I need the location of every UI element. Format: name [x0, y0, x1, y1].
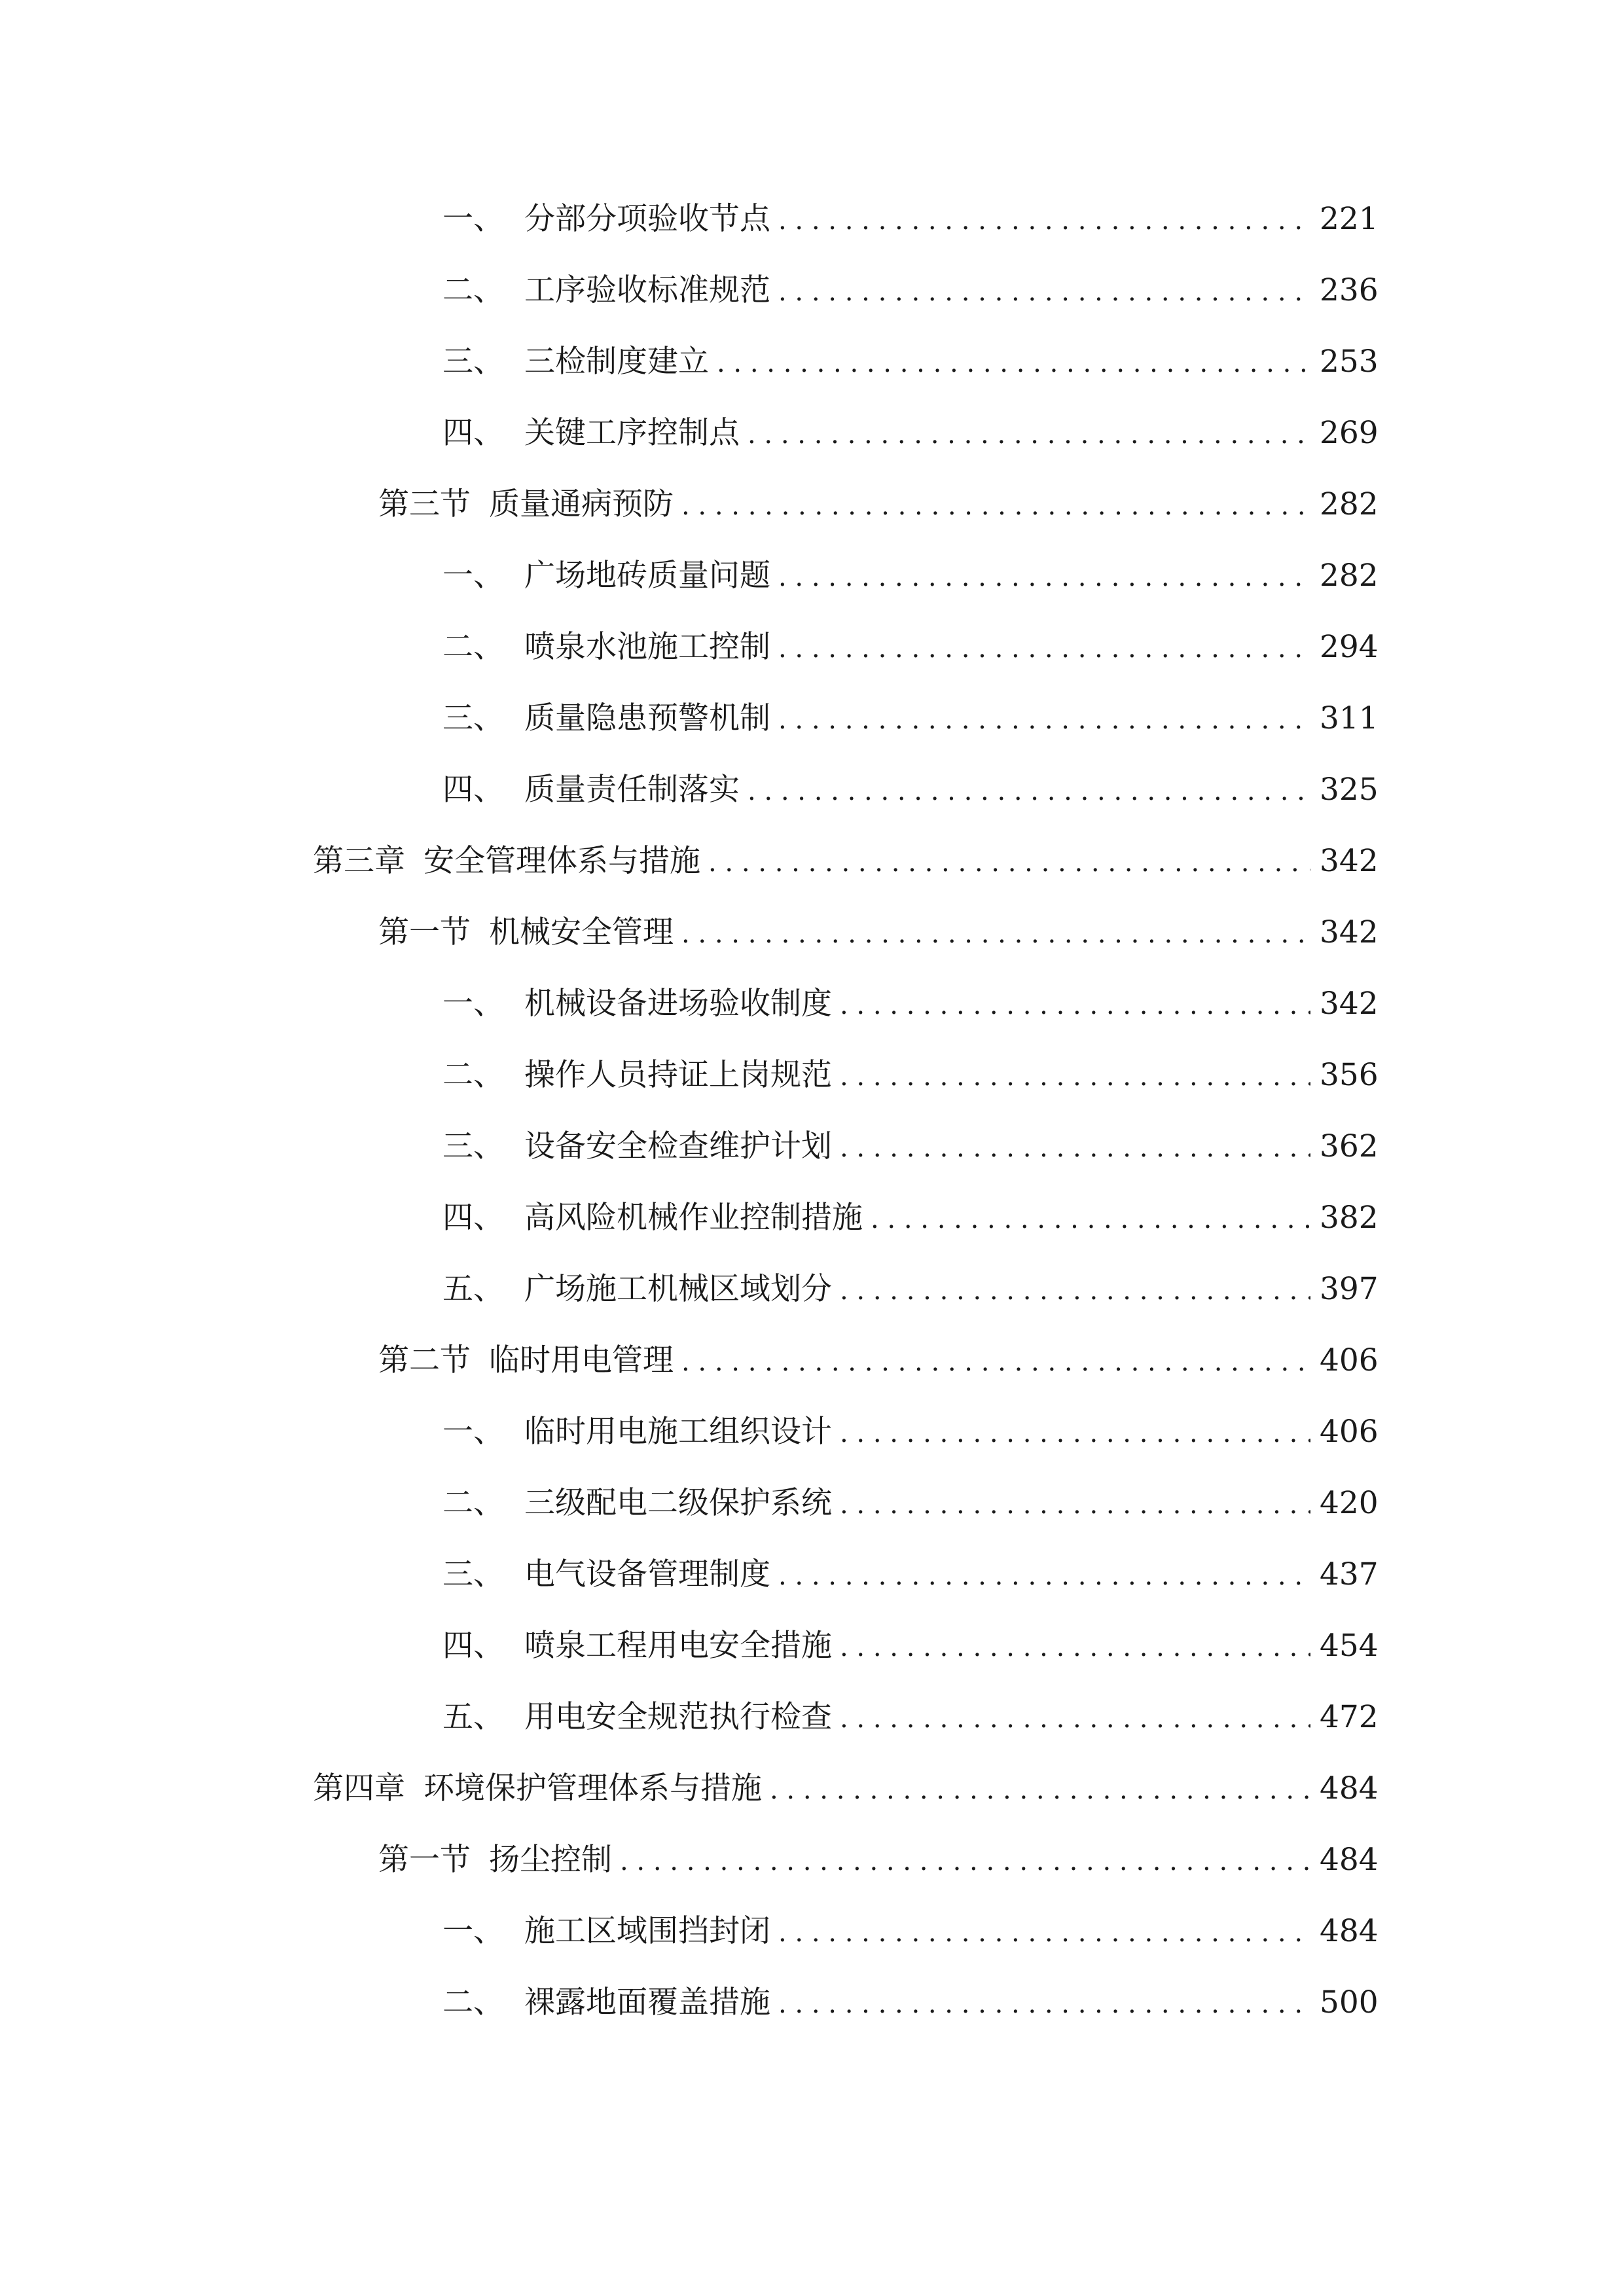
toc-entry-title: 设备安全检查维护计划 [524, 1128, 832, 1164]
toc-entry-page: 342 [1320, 843, 1379, 879]
toc-entry[interactable] [313, 835, 1379, 888]
toc-entry-number: 四、 [442, 772, 504, 808]
toc-entry-title: 施工区域围挡封闭 [524, 1913, 770, 1949]
toc-entry-number: 一、 [442, 201, 504, 237]
toc-entry-title: 电气设备管理制度 [524, 1556, 770, 1592]
toc-entry-title: 三检制度建立 [524, 344, 709, 380]
dot-leader [840, 1263, 1310, 1316]
toc-entry[interactable] [442, 1977, 1379, 2029]
toc-entry-number: 二、 [442, 1984, 504, 2020]
toc-entry-title: 临时用电施工组织设计 [524, 1414, 832, 1450]
toc-entry[interactable] [442, 621, 1379, 673]
toc-entry[interactable] [442, 1691, 1379, 1744]
toc-entry-number: 五、 [442, 1699, 504, 1735]
toc-entry-page: 406 [1320, 1414, 1379, 1450]
dot-leader [840, 1477, 1310, 1530]
dot-leader [778, 1905, 1310, 1958]
dot-leader [778, 1977, 1310, 2029]
toc-entry-number: 第二节 [378, 1342, 471, 1378]
toc-entry-number: 四、 [442, 1200, 504, 1236]
toc-entry[interactable] [442, 1049, 1379, 1102]
toc-entry[interactable] [442, 407, 1379, 459]
toc-entry[interactable] [442, 1406, 1379, 1458]
toc-entry-page: 294 [1320, 629, 1379, 665]
toc-entry-title: 用电安全规范执行检查 [524, 1699, 832, 1735]
toc-entry-number: 二、 [442, 1057, 504, 1093]
toc-entry-title: 操作人员持证上岗规范 [524, 1057, 832, 1093]
toc-entry[interactable] [442, 978, 1379, 1030]
toc-entry-page: 420 [1320, 1485, 1379, 1521]
toc-entry-title: 广场地砖质量问题 [524, 558, 770, 594]
toc-entry-page: 269 [1320, 415, 1379, 451]
toc-entry-page: 356 [1320, 1057, 1379, 1093]
dot-leader [681, 478, 1310, 531]
toc-entry[interactable] [442, 193, 1379, 245]
toc-entry[interactable] [442, 264, 1379, 317]
dot-leader [681, 1335, 1310, 1387]
toc-entry-page: 236 [1320, 272, 1379, 308]
dot-leader [778, 550, 1310, 602]
toc-entry-page: 382 [1320, 1200, 1379, 1236]
toc-entry-number: 第四章 [313, 1770, 405, 1806]
toc-entry-title: 质量隐患预警机制 [524, 700, 770, 736]
toc-entry-title: 分部分项验收节点 [524, 201, 770, 237]
toc-entry-title: 机械安全管理 [489, 914, 674, 950]
dot-leader [778, 692, 1310, 745]
toc-entry-title: 关键工序控制点 [524, 415, 740, 451]
dot-leader [840, 1121, 1310, 1173]
toc-entry-page: 484 [1320, 1770, 1379, 1806]
toc-entry[interactable] [442, 1263, 1379, 1316]
toc-entry-page: 282 [1320, 486, 1379, 522]
toc-entry-page: 484 [1320, 1842, 1379, 1878]
toc-entry[interactable] [378, 1335, 1379, 1387]
toc-entry[interactable] [442, 1121, 1379, 1173]
toc-entry[interactable] [442, 1620, 1379, 1672]
dot-leader [778, 264, 1310, 317]
toc-entry-number: 一、 [442, 1414, 504, 1450]
toc-entry-title: 裸露地面覆盖措施 [524, 1984, 770, 2020]
toc-entry-page: 406 [1320, 1342, 1379, 1378]
toc-entry-number: 第一节 [378, 1842, 471, 1878]
dot-leader [840, 1691, 1310, 1744]
toc-entry-page: 342 [1320, 986, 1379, 1022]
dot-leader [620, 1834, 1310, 1886]
toc-entry-title: 喷泉水池施工控制 [524, 629, 770, 665]
toc-entry-title: 三级配电二级保护系统 [524, 1485, 832, 1521]
dot-leader [778, 193, 1310, 245]
toc-entry-number: 三、 [442, 1556, 504, 1592]
toc-entry-page: 454 [1320, 1628, 1379, 1664]
dot-leader [748, 407, 1310, 459]
dot-leader [717, 336, 1310, 388]
toc-entry-title: 扬尘控制 [489, 1842, 612, 1878]
toc-entry[interactable] [378, 1834, 1379, 1886]
dot-leader [748, 764, 1310, 816]
toc-entry-number: 三、 [442, 700, 504, 736]
toc-entry-number: 四、 [442, 1628, 504, 1664]
dot-leader [840, 1620, 1310, 1672]
toc-entry-page: 311 [1320, 700, 1379, 736]
toc-entry-number: 二、 [442, 272, 504, 308]
toc-entry-page: 342 [1320, 914, 1379, 950]
toc-entry-title: 高风险机械作业控制措施 [524, 1200, 863, 1236]
toc-entry-number: 第一节 [378, 914, 471, 950]
toc-entry-number: 第三节 [378, 486, 471, 522]
toc-entry-number: 五、 [442, 1271, 504, 1307]
toc-entry[interactable] [442, 550, 1379, 602]
toc-entry[interactable] [442, 1192, 1379, 1244]
toc-entry-page: 221 [1320, 201, 1379, 237]
dot-leader [840, 978, 1310, 1030]
dot-leader [840, 1049, 1310, 1102]
toc-entry-page: 500 [1320, 1984, 1379, 2020]
toc-entry-title: 工序验收标准规范 [524, 272, 770, 308]
dot-leader [770, 1763, 1310, 1815]
toc-entry[interactable] [378, 478, 1379, 531]
toc-entry-number: 二、 [442, 1485, 504, 1521]
toc-entry-title: 安全管理体系与措施 [424, 843, 700, 879]
toc-entry-title: 喷泉工程用电安全措施 [524, 1628, 832, 1664]
toc-entry[interactable] [442, 1477, 1379, 1530]
dot-leader [840, 1406, 1310, 1458]
toc-entry-page: 362 [1320, 1128, 1379, 1164]
dot-leader [778, 1549, 1310, 1601]
toc-entry-page: 253 [1320, 344, 1379, 380]
toc-entry-title: 机械设备进场验收制度 [524, 986, 832, 1022]
toc-entry[interactable] [442, 1905, 1379, 1958]
dot-leader [681, 906, 1310, 959]
toc-entry-page: 484 [1320, 1913, 1379, 1949]
toc-entry-number: 四、 [442, 415, 504, 451]
dot-leader [778, 621, 1310, 673]
dot-leader [871, 1192, 1310, 1244]
toc-entry[interactable] [313, 1763, 1379, 1815]
toc-entry-title: 质量责任制落实 [524, 772, 740, 808]
toc-entry-number: 三、 [442, 1128, 504, 1164]
toc-entry[interactable] [442, 336, 1379, 388]
toc-entry-number: 一、 [442, 986, 504, 1022]
toc-entry[interactable] [442, 1549, 1379, 1601]
toc-entry-page: 472 [1320, 1699, 1379, 1735]
toc-entry-title: 环境保护管理体系与措施 [424, 1770, 762, 1806]
toc-entry-page: 397 [1320, 1271, 1379, 1307]
toc-entry-title: 临时用电管理 [489, 1342, 674, 1378]
toc-entry-title: 质量通病预防 [489, 486, 674, 522]
toc-entry-page: 437 [1320, 1556, 1379, 1592]
dot-leader [708, 835, 1310, 888]
toc-entry[interactable] [442, 692, 1379, 745]
toc-entry-number: 一、 [442, 558, 504, 594]
toc-entry-number: 第三章 [313, 843, 405, 879]
toc-entry[interactable] [442, 764, 1379, 816]
toc-entry-number: 三、 [442, 344, 504, 380]
toc-entry-page: 325 [1320, 772, 1379, 808]
toc-entry-title: 广场施工机械区域划分 [524, 1271, 832, 1307]
toc-entry-number: 二、 [442, 629, 504, 665]
toc-entry-number: 一、 [442, 1913, 504, 1949]
toc-entry[interactable] [378, 906, 1379, 959]
toc-entry-page: 282 [1320, 558, 1379, 594]
